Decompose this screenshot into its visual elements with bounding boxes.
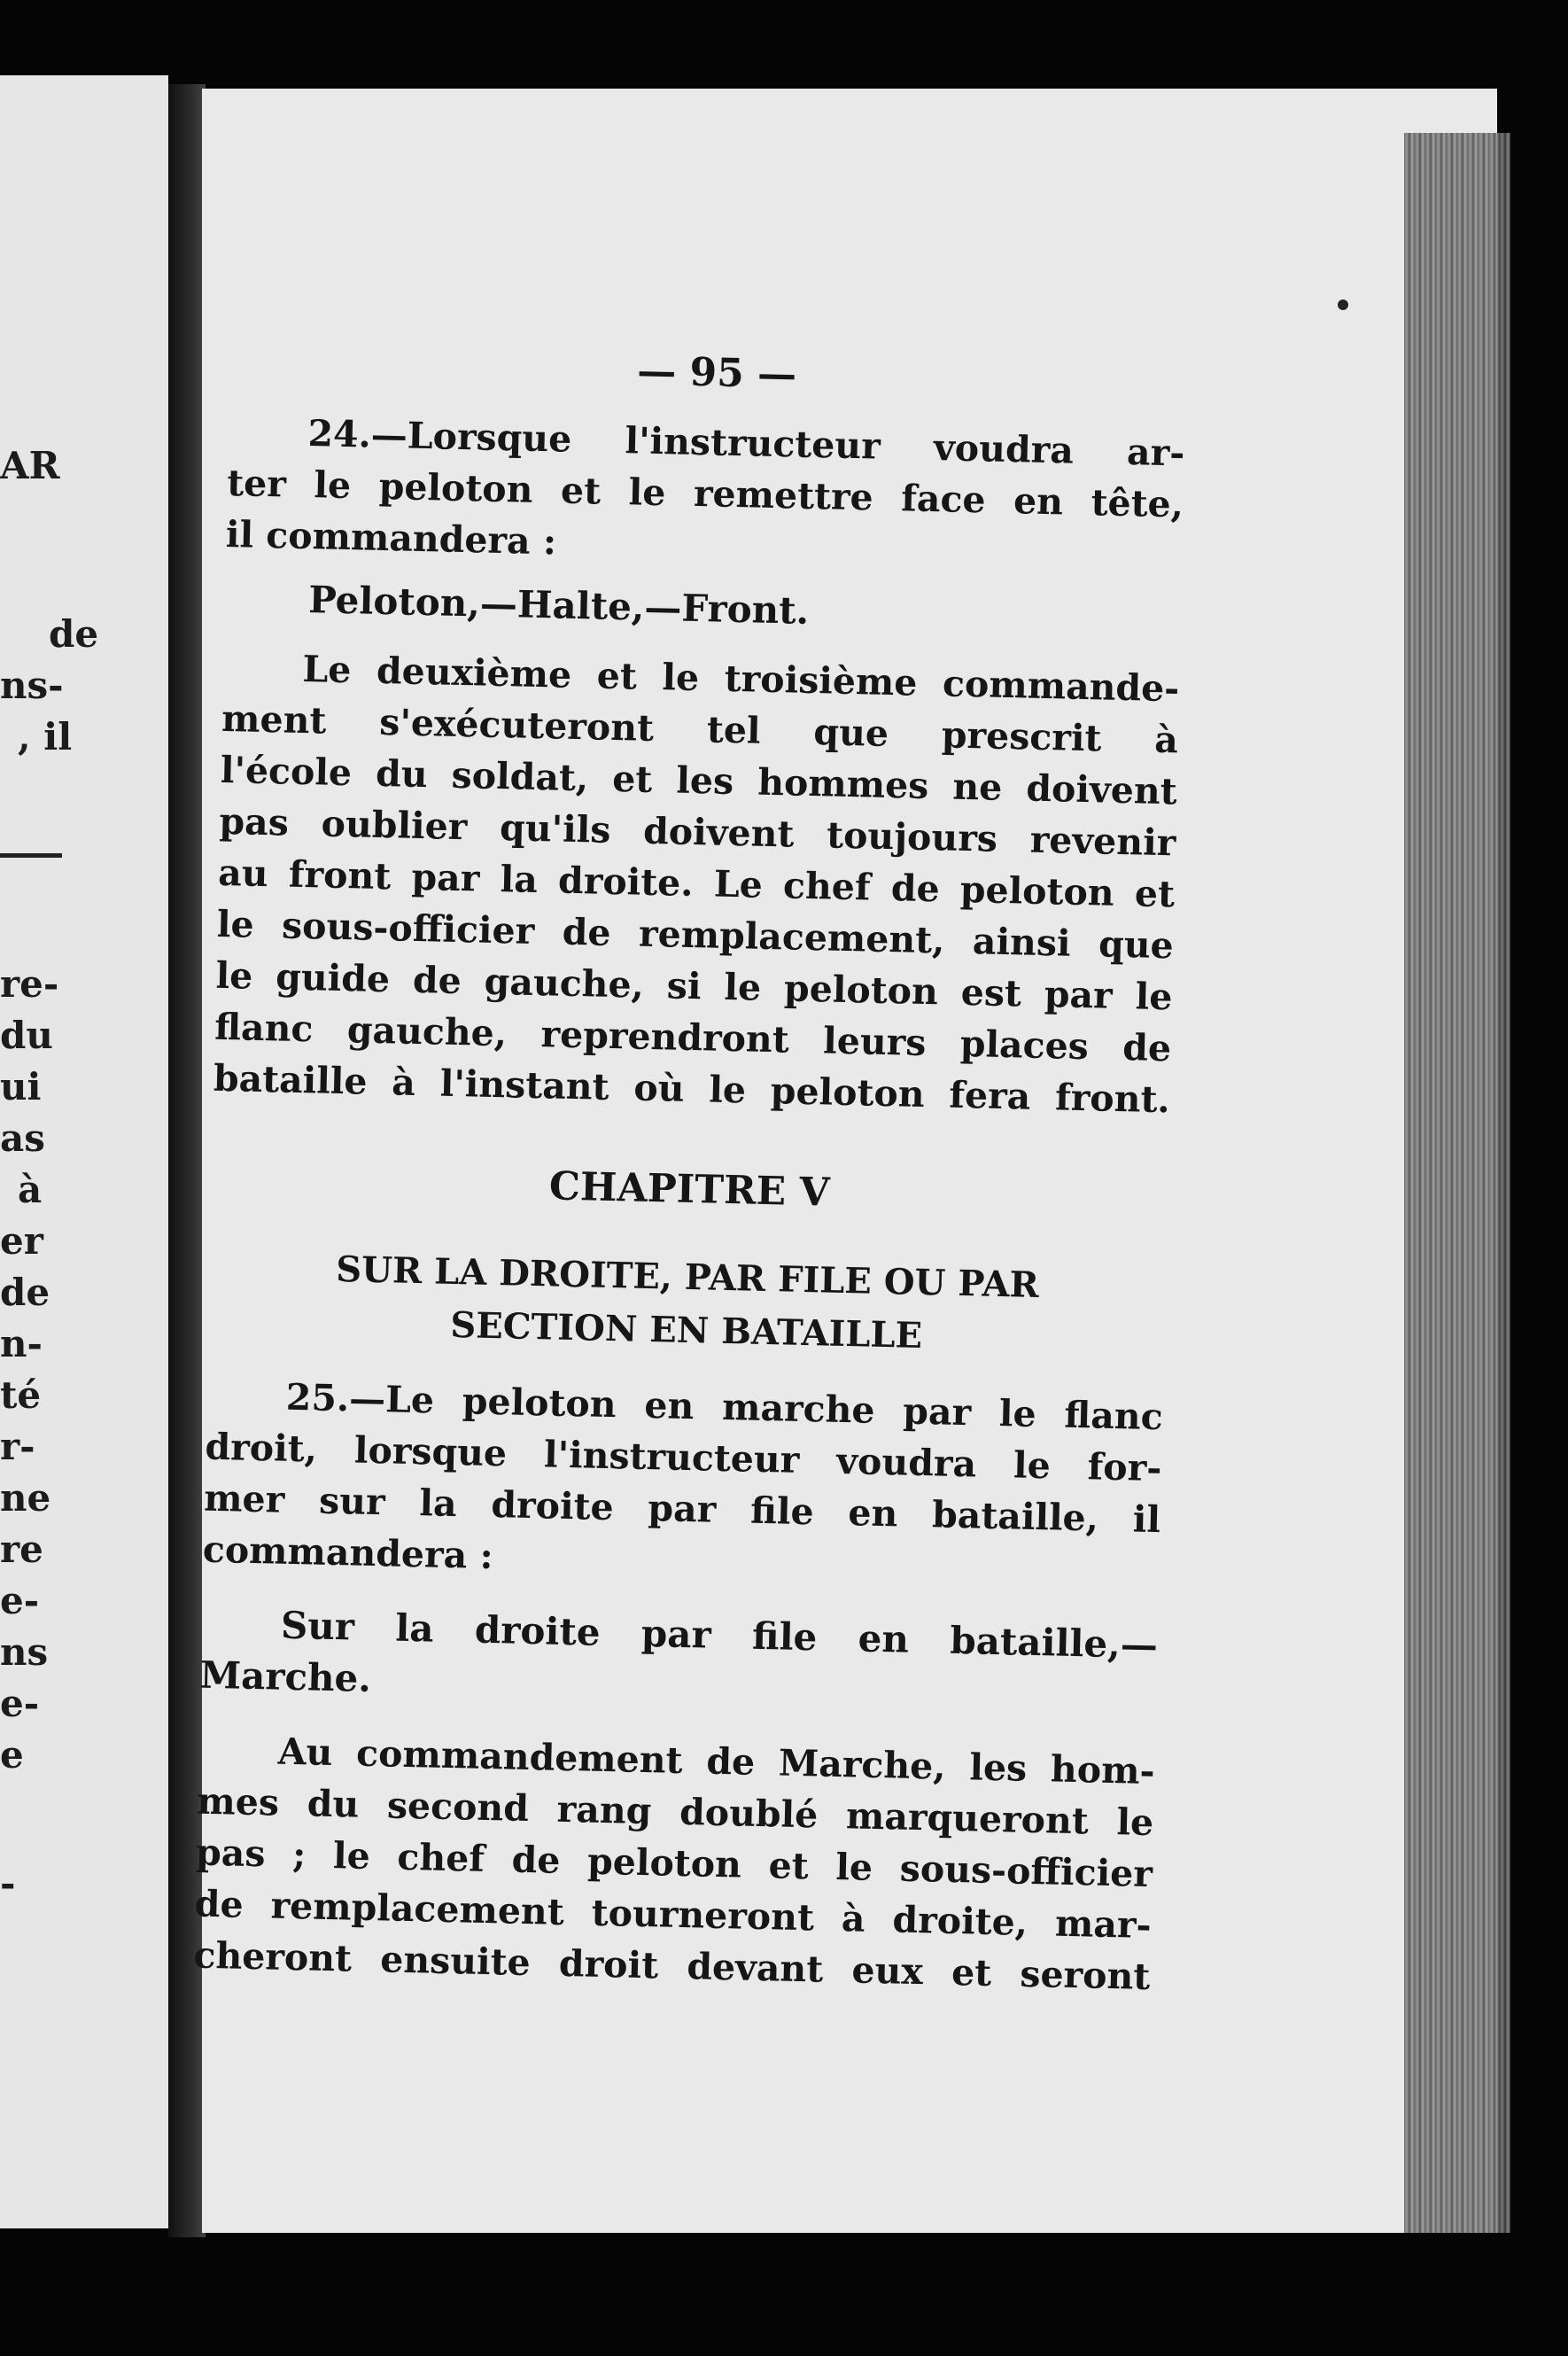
left-page-text: r- [0, 1425, 35, 1468]
left-page-text: n- [0, 1322, 43, 1365]
text-line: mer sur la droite par file en bataille, il [203, 1476, 1161, 1542]
text-line: le guide de gauche, si le peloton est par le [215, 953, 1173, 1019]
left-page-fragment [0, 75, 168, 2228]
left-page-text: re [0, 1528, 43, 1571]
heading-line: SUR LA DROITE, PAR FILE OU PAR [335, 1248, 1040, 1306]
left-page-text: e- [0, 1579, 40, 1622]
left-page-text: de [0, 1271, 50, 1314]
command-line: Marche. [199, 1652, 372, 1700]
command-halte: Peloton,—Halte,—Front. [307, 578, 810, 633]
text-line: pas oublier qu'ils doivent toujours revenir [219, 799, 1176, 865]
left-page-text: e [0, 1733, 24, 1777]
chapter-title: CHAPITRE V [548, 1163, 831, 1216]
text-line: 25.—Le peloton en marche par le flanc [285, 1375, 1164, 1439]
text-line: commandera : [202, 1528, 494, 1578]
left-page-text: e- [0, 1682, 40, 1725]
left-page-text: er [0, 1219, 43, 1263]
left-page-text: té [0, 1373, 42, 1417]
paragraph-24 [225, 406, 1185, 581]
page-edges [1404, 133, 1510, 2233]
left-page-text: ui [0, 1065, 42, 1108]
text-line: Au commandement de Marche, les hom- [277, 1730, 1156, 1793]
paragraph-24-continued [213, 641, 1180, 1125]
text-line: ment s'exécuteront tel que prescrit à [221, 696, 1179, 762]
text-line: 24.—Lorsque l'instructeur voudra ar- [307, 412, 1185, 475]
left-page-rule [0, 853, 62, 858]
heading-line: SECTION EN BATAILLE [449, 1303, 923, 1357]
left-page-text: à [18, 1168, 43, 1211]
left-page-text: , il [18, 715, 73, 758]
text-line: droit, lorsque l'instructeur voudra le for- [205, 1425, 1162, 1490]
text-line: bataille à l'instant où le peloton fera front. [213, 1056, 1171, 1122]
ink-spot [1338, 299, 1348, 310]
text-line: cheront ensuite droit devant eux et seront [193, 1933, 1151, 1999]
text-line: au front par la droite. Le chef de peloton et [217, 851, 1176, 916]
left-page-text: as [0, 1116, 45, 1160]
section-heading [207, 1240, 1166, 1368]
left-page-text: de [49, 612, 99, 656]
page-text-block [193, 337, 1187, 2002]
text-line: Le deuxième et le troisième commande- [301, 647, 1180, 711]
left-page-text: ns- [0, 664, 64, 707]
text-line: l'école du soldat, et les hommes ne doivent [220, 748, 1178, 813]
left-page-text: - [0, 1862, 16, 1905]
page-number: — 95 — [636, 348, 797, 398]
paragraph-25-continued [193, 1724, 1155, 2002]
text-line: de remplacement tourneront à droite, mar- [194, 1882, 1153, 1948]
text-line: flanc gauche, reprendront leurs places de [213, 1005, 1172, 1070]
left-page-text: ns [0, 1630, 49, 1674]
left-page-text: re- [0, 962, 59, 1006]
paragraph-25 [202, 1370, 1163, 1597]
text-line: ter le peloton et le remettre face en tête, [226, 461, 1184, 526]
text-line: pas ; le chef de peloton et le sous-officier [195, 1831, 1153, 1896]
text-line: mes du second rang doublé marqueront le [196, 1779, 1154, 1845]
text-line: il commandera : [225, 512, 557, 564]
text-line: le sous-officier de remplacement, ainsi que [216, 902, 1175, 968]
left-page-text: AR [0, 444, 60, 487]
command-file-en-bataille [199, 1598, 1158, 1722]
command-line: Sur la droite par file en bataille,— [280, 1603, 1159, 1668]
left-page-text: du [0, 1014, 53, 1057]
left-page-text: ne [0, 1476, 51, 1520]
